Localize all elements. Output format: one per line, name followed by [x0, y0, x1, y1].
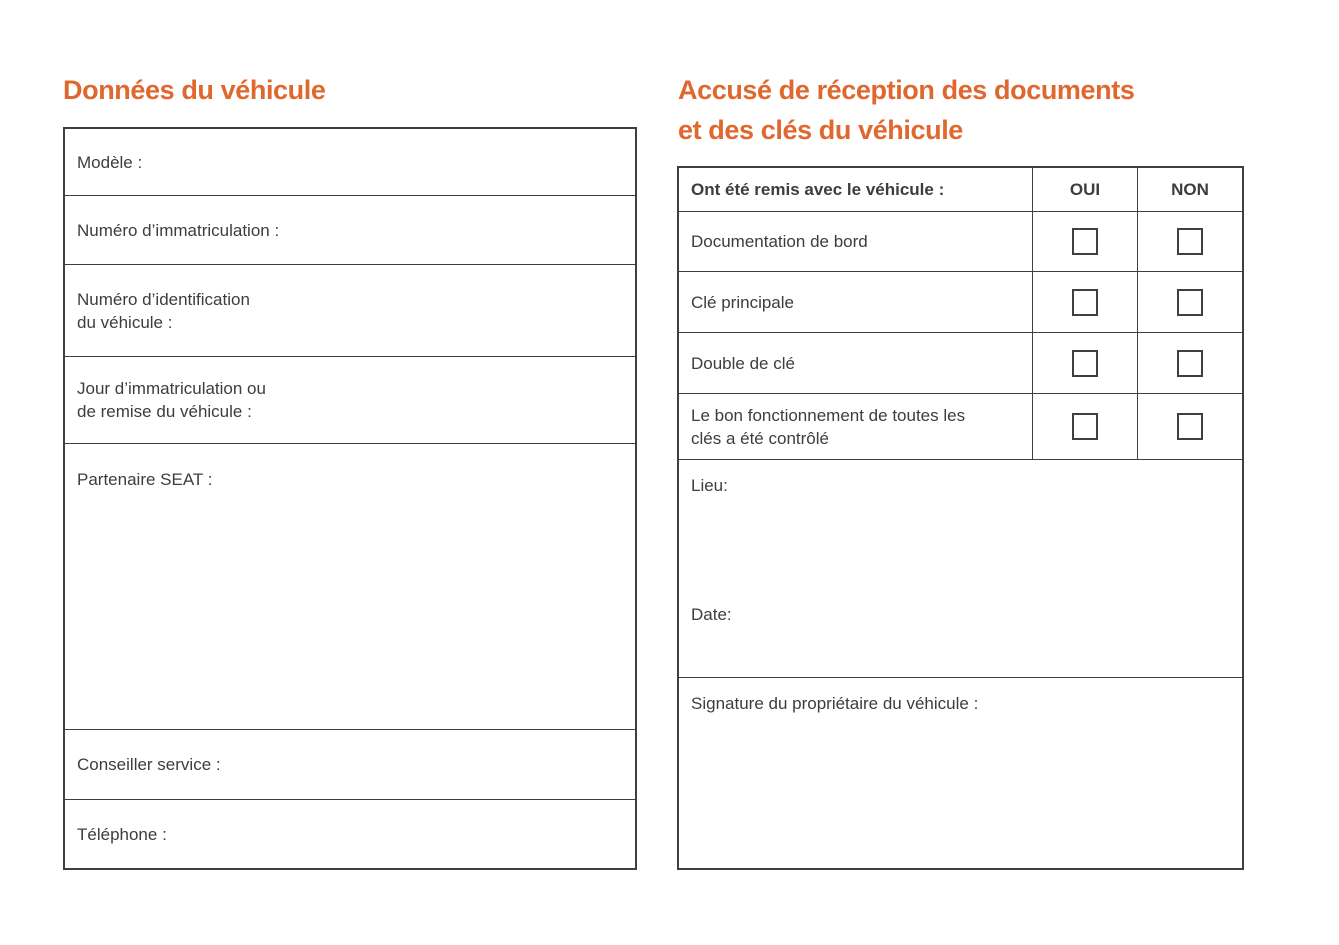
checklist-header-label	[679, 168, 1033, 211]
column-header-non	[1138, 168, 1242, 211]
checkbox-cle-principale-oui[interactable]	[1072, 289, 1098, 316]
field-label: Partenaire SEAT :	[77, 470, 213, 489]
signature-cell	[679, 678, 1242, 868]
checkbox-double-de-cle-non[interactable]	[1177, 350, 1203, 377]
oui-cell	[1033, 333, 1138, 393]
receipt-checklist-table	[677, 166, 1244, 870]
oui-cell	[1033, 212, 1138, 271]
lieu-date-cell	[679, 460, 1242, 678]
column-header-oui	[1033, 168, 1138, 211]
checkbox-cle-principale-non[interactable]	[1177, 289, 1203, 316]
checklist-item-text: Documentation de bord	[691, 232, 868, 251]
checklist-row-fonctionnement-cles	[679, 394, 1242, 460]
field-label: du véhicule :	[77, 312, 173, 332]
checklist-item-label	[679, 212, 1033, 271]
field-label: Numéro d’identification	[77, 289, 250, 309]
signature-label: Signature du propriétaire du véhicule :	[691, 694, 979, 713]
checklist-item-text: Double de clé	[691, 353, 795, 373]
checklist-item-label	[679, 394, 1033, 459]
date-label: Date:	[691, 605, 732, 624]
table-row-telephone	[65, 800, 635, 868]
table-row-jour-immatriculation	[65, 357, 635, 444]
checkbox-double-de-cle-oui[interactable]	[1072, 350, 1098, 377]
non-cell	[1138, 333, 1242, 393]
checklist-row-documentation	[679, 212, 1242, 272]
left-section-title-text: Données du véhicule	[63, 75, 326, 105]
field-label: de remise du véhicule :	[77, 402, 252, 421]
checklist-header-label-text: Ont été remis avec le véhicule :	[691, 180, 945, 199]
non-cell	[1138, 272, 1242, 332]
column-header-non-text: NON	[1171, 179, 1209, 199]
table-row-partenaire-seat	[65, 444, 635, 730]
checkbox-fonctionnement-cles-non[interactable]	[1177, 413, 1203, 440]
checkbox-documentation-non[interactable]	[1177, 228, 1203, 255]
right-section-title-line1: Accusé de réception des documents	[678, 75, 1135, 105]
checklist-row-cle-principale	[679, 272, 1242, 333]
checklist-item-label	[679, 272, 1033, 332]
left-section-title	[63, 70, 325, 110]
right-section-title-line2: et des clés du véhicule	[678, 115, 963, 145]
column-header-oui-text: OUI	[1069, 179, 1101, 199]
lieu-label: Lieu:	[691, 476, 728, 495]
checkbox-documentation-oui[interactable]	[1072, 228, 1098, 255]
non-cell	[1138, 212, 1242, 271]
field-label: Numéro d’immatriculation :	[77, 220, 280, 240]
table-row-identification	[65, 265, 635, 357]
table-row-immatriculation	[65, 196, 635, 265]
vehicle-data-table	[63, 127, 637, 870]
non-cell	[1138, 394, 1242, 459]
field-label: Conseiller service :	[77, 755, 221, 774]
table-row-conseiller-service	[65, 730, 635, 800]
checklist-row-double-de-cle	[679, 333, 1242, 394]
field-label: Téléphone :	[77, 824, 167, 844]
field-label: Jour d’immatriculation ou	[77, 379, 266, 398]
table-row-modele	[65, 129, 635, 196]
checklist-header-row	[679, 168, 1242, 212]
checklist-item-text: Clé principale	[691, 292, 794, 312]
oui-cell	[1033, 394, 1138, 459]
field-label: Modèle :	[77, 152, 143, 172]
checklist-item-text: clés a été contrôlé	[691, 428, 829, 448]
checklist-item-label	[679, 333, 1033, 393]
right-section-title	[678, 70, 1134, 150]
checkbox-fonctionnement-cles-oui[interactable]	[1072, 413, 1098, 440]
checklist-item-text: Le bon fonctionnement de toutes les	[691, 405, 966, 425]
oui-cell	[1033, 272, 1138, 332]
